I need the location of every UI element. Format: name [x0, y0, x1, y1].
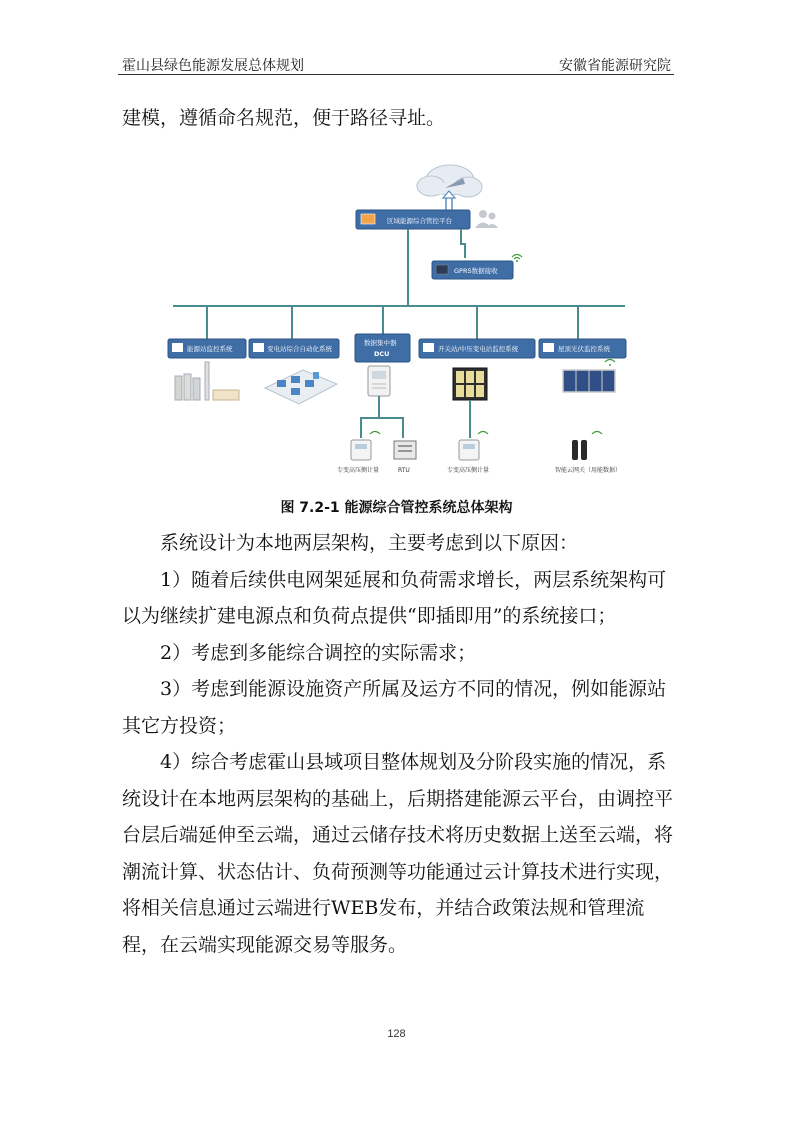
device-label-3: 专变高压侧计量: [447, 467, 490, 474]
page-number: 128: [387, 1028, 406, 1040]
device-label-1: 专变高压侧计量: [337, 467, 380, 474]
device-label-4: 智能云网关（用能数据）: [555, 467, 622, 474]
architecture-figure: [165, 158, 630, 488]
system-label-1: 能源站监控系统: [187, 345, 233, 353]
wifi-icon: [512, 255, 522, 263]
system-label-2: 变电站综合自动化系统: [267, 345, 332, 353]
system-node-switch-station: [419, 339, 535, 358]
system-label-3b: DCU: [374, 350, 390, 358]
running-header-title: 霍山县绿色能源发展总体规划: [122, 58, 304, 74]
solar-panel-image: [563, 370, 615, 392]
system-node-energy-station: [168, 339, 246, 358]
platform-label: 区域能源综合管控平台: [387, 217, 452, 225]
energy-station-image: [175, 362, 239, 400]
dcu-rtu-connector: [379, 418, 403, 438]
intro-text-block: [122, 100, 677, 137]
hv-meter-1-icon: [351, 440, 371, 460]
gateway-icon: [572, 440, 587, 460]
paragraph: 1）随着后续供电网架延展和负荷需求增长，两层系统架构可以为继续扩建电源点和负荷点提供“即插即用”的系统接口；: [122, 568, 667, 627]
architecture-diagram: [165, 158, 630, 488]
system-label-4: 开关站/中压变电站监控系统: [438, 345, 519, 353]
hv-meter-2-icon: [459, 440, 479, 460]
body-text-block: [122, 525, 677, 963]
gprs-label: GPRS数据接收: [454, 267, 498, 275]
header-rule: [118, 74, 674, 75]
wifi-icon: [605, 360, 615, 367]
figure-caption: 图 7.2-1 能源综合管控系统总体架构: [280, 500, 513, 516]
intro-line: 建模，遵循命名规范，便于路径寻址。: [122, 107, 446, 129]
system-label-3a: 数据集中器: [364, 339, 397, 347]
users-icon: [475, 210, 498, 228]
paragraph: 系统设计为本地两层架构，主要考虑到以下原因：: [160, 532, 579, 554]
dcu-device-image: [368, 366, 390, 396]
platform-node: [356, 210, 470, 229]
system-node-substation: [249, 339, 339, 358]
running-header-org: 安徽省能源研究院: [559, 58, 671, 74]
system-node-dcu: [355, 334, 410, 362]
paragraph: 3）考虑到能源设施资产所属及运方不同的情况，例如能源站其它方投资；: [122, 678, 667, 737]
paragraph: 2）考虑到多能综合调控的实际需求；: [160, 641, 477, 664]
system-label-5: 屋顶光伏监控系统: [558, 345, 610, 353]
rtu-icon: [394, 441, 416, 459]
paragraph: 4）综合考虑霍山县域项目整体规划及分阶段实施的情况，系统设计在本地两层架构的基础上，后期搭建能源云平台，由调控平台层后端延伸至云端，通过云储存技术将历史数据上送至云端，将潮流计算、状态估计、负荷预测等功能通过云计算技术进行实现，将相关信息通过云端进行WEB发布，并结合政策法规和管理流程，在云端实现能源交易等服务。: [122, 751, 674, 956]
system-node-rooftop-pv: [539, 339, 626, 358]
gprs-connector: [461, 229, 465, 258]
device-label-2: RTU: [398, 467, 410, 474]
switchgear-image: [453, 368, 487, 400]
gprs-node: [432, 261, 513, 279]
substation-image: [265, 370, 337, 404]
wifi-icon: [370, 432, 602, 435]
